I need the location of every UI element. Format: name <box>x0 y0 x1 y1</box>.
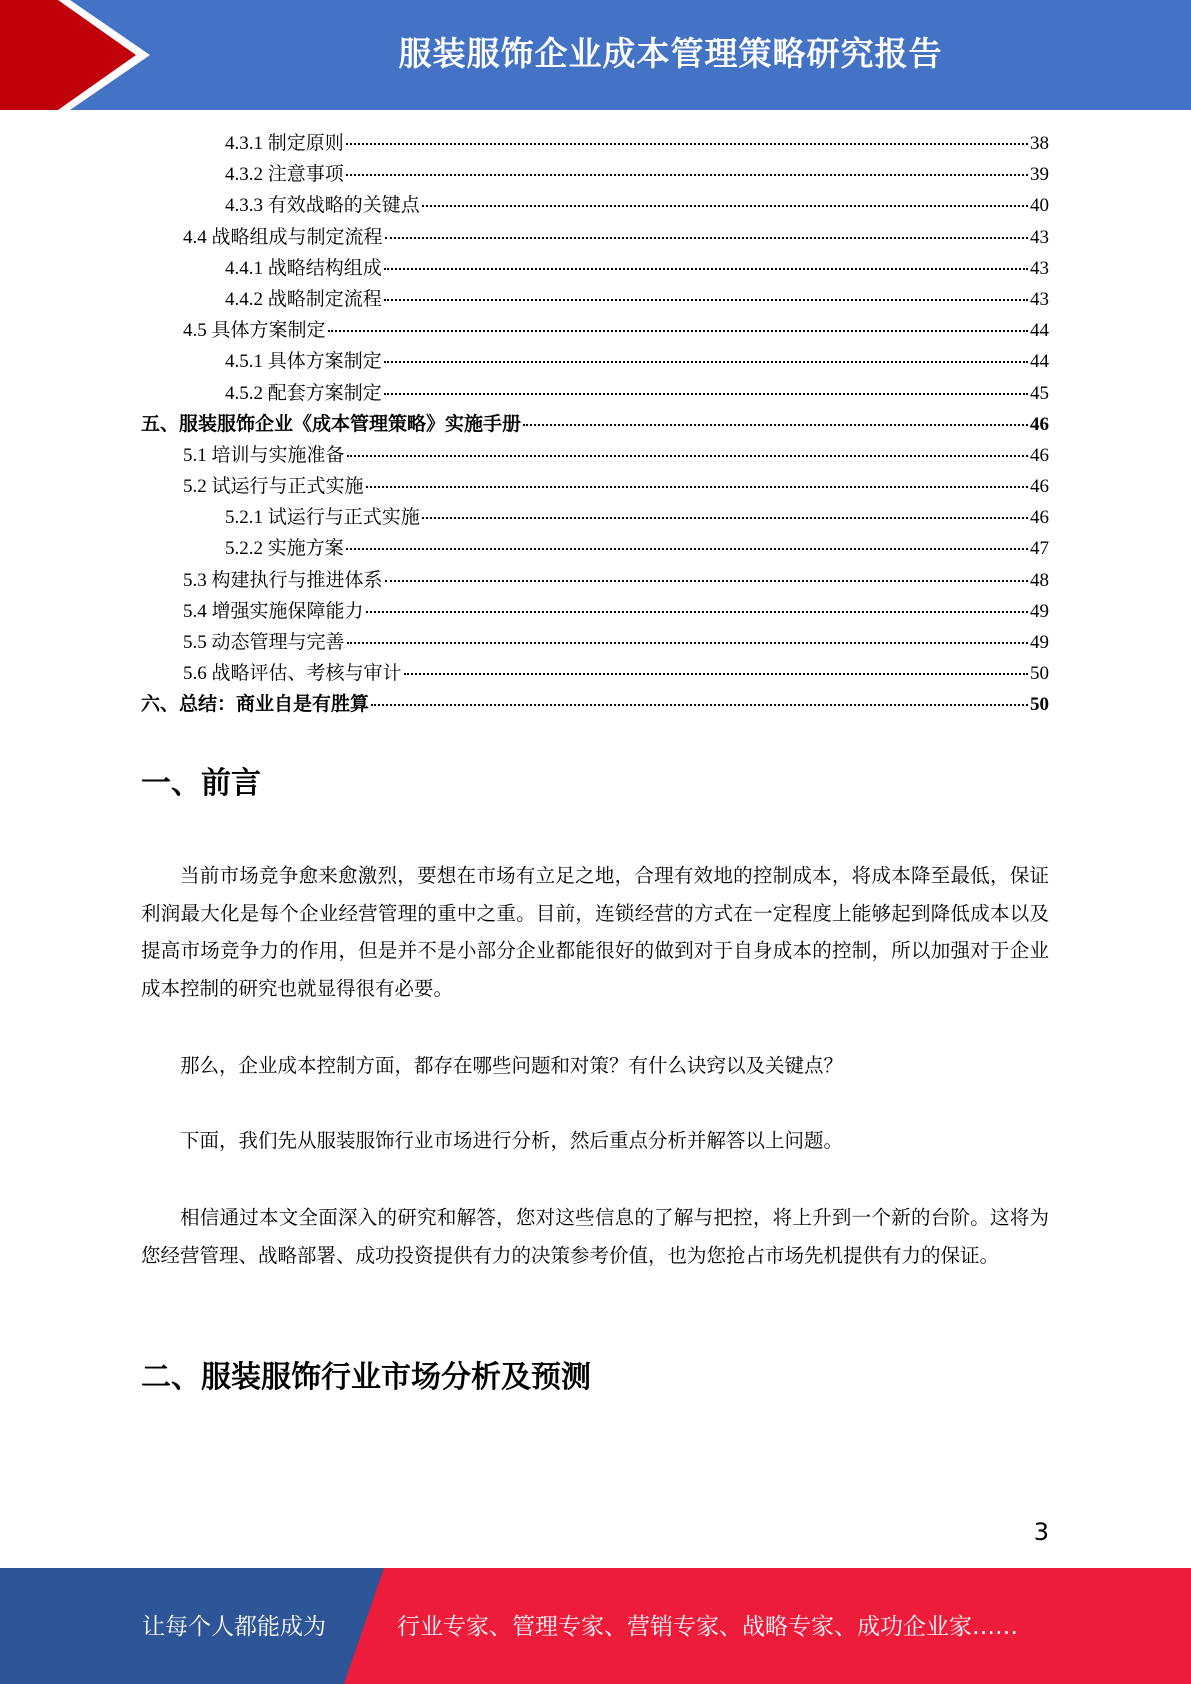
toc-entry[interactable] <box>141 502 1049 533</box>
toc-entry-label: 六、总结：商业自是有胜算 <box>141 694 370 716</box>
toc-entry-label: 5.6 战略评估、考核与审计 <box>183 663 402 685</box>
toc-entry[interactable] <box>141 471 1049 502</box>
toc-entry-label: 4.3.3 有效战略的关键点 <box>225 195 420 217</box>
toc-entry-page: 46 <box>1030 476 1049 498</box>
toc-entry-page: 48 <box>1030 569 1049 591</box>
toc-entry-page: 47 <box>1030 538 1049 560</box>
toc-leader-dots <box>371 703 1028 706</box>
toc-leader-dots <box>385 236 1028 239</box>
toc-entry-page: 45 <box>1030 382 1049 404</box>
toc-leader-dots <box>346 547 1028 550</box>
toc-entry-page: 44 <box>1030 320 1049 342</box>
toc-entry[interactable] <box>141 596 1049 627</box>
toc-entry-label: 4.3.2 注意事项 <box>225 164 344 186</box>
toc-entry-page: 38 <box>1030 133 1049 154</box>
toc-entry-label: 4.5 具体方案制定 <box>183 320 326 342</box>
toc-entry-page: 43 <box>1030 257 1049 279</box>
toc-entry[interactable] <box>141 565 1049 596</box>
toc-entry-label: 4.4.2 战略制定流程 <box>225 288 382 310</box>
toc-entry[interactable] <box>141 346 1049 377</box>
toc-entry-label: 4.4 战略组成与制定流程 <box>183 226 383 248</box>
toc-entry[interactable] <box>141 533 1049 564</box>
toc-entry-page: 50 <box>1030 694 1049 716</box>
toc-entry-label: 5.1 培训与实施准备 <box>183 444 345 466</box>
page-header <box>0 0 1191 110</box>
toc-leader-dots <box>385 579 1028 582</box>
toc-entry[interactable] <box>141 159 1049 190</box>
toc-leader-dots <box>347 641 1028 644</box>
page-number: 3 <box>1033 1518 1049 1546</box>
toc-entry-label: 5.3 构建执行与推进体系 <box>183 569 383 591</box>
toc-entry[interactable] <box>141 658 1049 689</box>
toc-entry[interactable] <box>141 440 1049 471</box>
toc-entry-page: 46 <box>1030 413 1049 435</box>
toc-leader-dots <box>384 267 1028 270</box>
toc-entry-page: 40 <box>1030 195 1049 217</box>
report-title: 服装服饰企业成本管理策略研究报告 <box>398 34 943 73</box>
paragraph: 那么，企业成本控制方面，都存在哪些问题和对策？有什么诀窍以及关键点？ <box>180 1056 844 1077</box>
toc-entry-page: 49 <box>1030 600 1049 622</box>
toc-leader-dots <box>346 142 1028 145</box>
toc-leader-dots <box>523 423 1028 426</box>
toc-entry[interactable] <box>141 284 1049 315</box>
toc-entry[interactable] <box>141 409 1049 440</box>
toc-entry-page: 43 <box>1030 288 1049 310</box>
toc-entry-page: 44 <box>1030 351 1049 373</box>
toc-entry[interactable] <box>141 378 1049 409</box>
toc-leader-dots <box>347 454 1028 457</box>
toc-entry-label: 5.2.2 实施方案 <box>225 538 344 560</box>
toc-entry-page: 46 <box>1030 444 1049 466</box>
table-of-contents <box>141 128 1049 721</box>
toc-leader-dots <box>366 610 1028 613</box>
toc-entry[interactable] <box>141 315 1049 346</box>
toc-leader-dots <box>384 298 1028 301</box>
toc-entry-page: 39 <box>1030 164 1049 186</box>
toc-leader-dots <box>404 672 1028 675</box>
section-heading-market-analysis: 二、服装服饰行业市场分析及预测 <box>141 1360 591 1395</box>
toc-leader-dots <box>366 485 1028 488</box>
toc-entry-label: 5.2.1 试运行与正式实施 <box>225 507 420 529</box>
toc-entry[interactable] <box>141 627 1049 658</box>
toc-entry[interactable] <box>141 128 1049 159</box>
toc-entry-label: 五、服装服饰企业《成本管理策略》实施手册 <box>141 413 522 435</box>
toc-entry-label: 5.4 增强实施保障能力 <box>183 600 364 622</box>
toc-leader-dots <box>346 173 1028 176</box>
paragraph: 相信通过本文全面深入的研究和解答，您对这些信息的了解与把控，将上升到一个新的台阶。这将为您经营管理、战略部署、成功投资提供有力的决策参考价值，也为您抢占市场先机提供有力的保证。 <box>141 1208 1049 1267</box>
footer-slogan-right: 行业专家、管理专家、营销专家、战略专家、成功企业家…… <box>397 1614 1018 1640</box>
section-heading-preface: 一、前言 <box>141 766 261 801</box>
toc-leader-dots <box>384 360 1028 363</box>
toc-leader-dots <box>422 516 1028 519</box>
toc-entry-page: 49 <box>1030 632 1049 653</box>
toc-entry-label: 4.3.1 制定原则 <box>225 133 344 154</box>
paragraph: 下面，我们先从服装服饰行业市场进行分析，然后重点分析并解答以上问题。 <box>180 1131 844 1152</box>
toc-entry-page: 46 <box>1030 507 1049 529</box>
toc-leader-dots <box>422 204 1028 207</box>
paragraph: 当前市场竞争愈来愈激烈，要想在市场有立足之地，合理有效地的控制成本，将成本降至最低，保证利润最大化是每个企业经营管理的重中之重。目前，连锁经营的方式在一定程度上能够起到降低成本以及提高市场竞争力的作用，但是并不是小部分企业都能很好的做到对于自身成本的控制，所以加强对于企业成本控制的研究也就显得很有必要。 <box>141 866 1049 1000</box>
toc-entry-label: 4.5.1 具体方案制定 <box>225 351 382 373</box>
toc-leader-dots <box>328 329 1028 332</box>
footer-slogan-left: 让每个人都能成为 <box>142 1614 326 1640</box>
toc-entry-label: 4.5.2 配套方案制定 <box>225 382 382 404</box>
toc-leader-dots <box>384 392 1028 395</box>
toc-entry[interactable] <box>141 190 1049 221</box>
toc-entry[interactable] <box>141 689 1049 720</box>
toc-entry-label: 4.4.1 战略结构组成 <box>225 257 382 279</box>
toc-entry[interactable] <box>141 222 1049 253</box>
toc-entry-label: 5.2 试运行与正式实施 <box>183 476 364 498</box>
toc-entry-page: 43 <box>1030 226 1049 248</box>
toc-entry-label: 5.5 动态管理与完善 <box>183 632 345 653</box>
page-footer <box>0 1568 1191 1684</box>
toc-entry[interactable] <box>141 253 1049 284</box>
toc-entry-page: 50 <box>1030 663 1049 685</box>
